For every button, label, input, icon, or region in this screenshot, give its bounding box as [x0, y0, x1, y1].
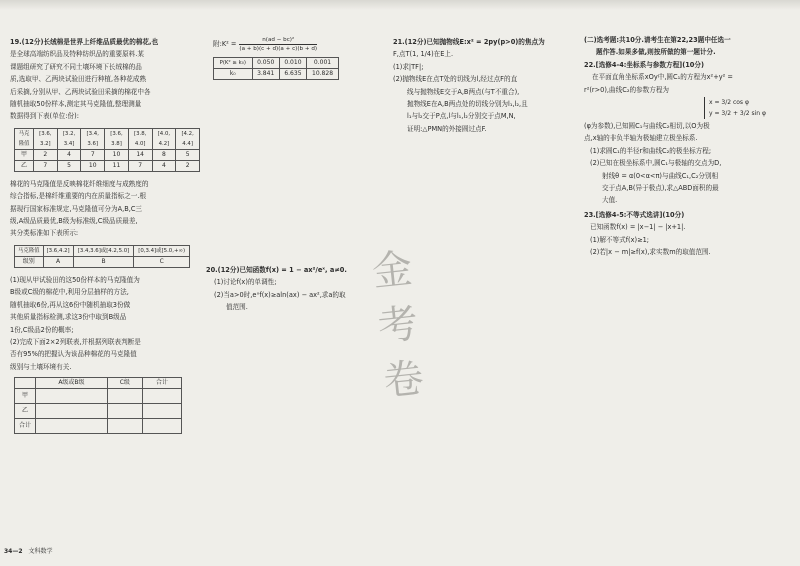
q23-line: (2)若|x − m|≥f(x),求实数m的取值范围.	[590, 248, 711, 257]
q19-mid-line: 据现行国家标准规定,马克隆值可分为A,B,C三	[10, 204, 143, 213]
table-header-cell: [3.8, 4.0]	[128, 128, 152, 149]
q22-line: (φ为参数),已知圆C₁与曲线C₂相切,以O为极	[584, 122, 710, 131]
question-20	[206, 264, 384, 314]
table-cell: 14	[128, 149, 152, 160]
table-cell: 10	[81, 160, 105, 171]
elective-note-2: 题作答.如果多做,则按所做的第一题计分.	[596, 48, 716, 57]
table-header-cell: [0,3.4]或[5.0,+∞)	[134, 245, 190, 256]
empty-cell	[36, 404, 108, 419]
q20-line: (1)讨论f(x)的单调性;	[214, 278, 277, 287]
q19-mid-line: 综合指标,是棉纤维重要的内在质量指标之一.根	[10, 192, 147, 201]
empty-cell	[36, 419, 108, 434]
q19-part2-line: 级别与土壤环境有关.	[10, 362, 72, 371]
table-cell: 10.828	[307, 69, 339, 80]
table-cell: 11	[105, 160, 129, 171]
q19-line: 随机抽取50份样本,测定其马克隆值,整理测量	[10, 100, 142, 109]
table-header-cell: [3.4,3.6]或[4.2,5.0]	[73, 245, 134, 256]
table-header-cell: [4.0, 4.2]	[152, 128, 176, 149]
q21-line: 抛物线E在A,B两点处的切线分别为l₁,l₂,且	[407, 100, 528, 109]
table-row	[15, 404, 182, 419]
page-number: 34—2	[4, 548, 23, 555]
table-cell: C	[134, 256, 190, 267]
q20-header: 20.(12分)已知函数f(x) = 1 − ax²/eˣ, a≠0.	[206, 266, 347, 274]
table-header-cell: [3.6,4.2]	[43, 245, 73, 256]
empty-cell	[142, 389, 181, 404]
q21-line: 线与抛物线E交于A,B两点(与T不重合),	[407, 87, 520, 96]
q22-header: 22.[选修4-4:坐标系与参数方程](10分)	[584, 60, 704, 69]
q19-line: 质,选取甲、乙两块试验田进行种植,各种花成熟	[10, 75, 147, 84]
q21-line: (2)抛物线E在点T处的切线为l,经过点F的直	[393, 75, 518, 84]
q19-part1-line: B级或C级的棉花中,利用分层抽样的方法,	[10, 288, 129, 297]
table-header-cell: [3.4, 3.6]	[81, 128, 105, 149]
table-header-cell: 合计	[142, 378, 181, 389]
critical-value-table	[213, 57, 339, 80]
table-row	[214, 58, 339, 69]
table-cell: 4	[152, 160, 176, 171]
q22-line: (1)求圆C₁的半径r和曲线C₂的极坐标方程;	[590, 146, 712, 155]
q20-line: 值范围.	[226, 303, 248, 312]
table-cell: 乙	[15, 404, 36, 419]
table-cell: 甲	[15, 149, 34, 160]
table-cell: 2	[33, 149, 57, 160]
table-cell: A	[43, 256, 73, 267]
q19-mid-line: 级,A级品质最优,B级为标准级,C级品质最差,	[10, 217, 138, 226]
table-cell: 7	[81, 149, 105, 160]
param-y: y = 3/2 + 3/2 sin φ	[709, 110, 766, 118]
table-cell: 甲	[15, 389, 36, 404]
q23-line: (1)解不等式f(x)≥1;	[590, 235, 650, 244]
table-cell: k₀	[214, 69, 253, 80]
q19-part2-line: 否有95%的把握认为该品种棉花的马克隆值	[10, 350, 137, 359]
table-row	[15, 160, 200, 171]
table-cell: 5	[57, 160, 81, 171]
q19-part1-line: 1份,C级品2份的概率;	[10, 325, 74, 334]
empty-cell	[142, 404, 181, 419]
table-header-cell: [3.6, 3.8]	[105, 128, 129, 149]
param-x: x = 3/2 cos φ	[709, 99, 749, 107]
table-header-cell: [3.6, 3.2]	[33, 128, 57, 149]
q19-part2-line: (2)完成下面2×2列联表,并根据列联表判断是	[10, 337, 141, 346]
question-19	[10, 36, 203, 434]
page-fold-shadow	[0, 0, 800, 10]
table-header-cell: [3.2, 3.4]	[57, 128, 81, 149]
question-21	[393, 36, 573, 135]
q19-part1-line: (1)现从甲试验田的这50份样本的马克隆值为	[10, 275, 140, 284]
q19-line: 后采摘,分别从甲、乙两块试验田采摘的棉花中各	[10, 87, 151, 96]
page-footer	[4, 546, 52, 555]
q22-line: 交于点A,B(异于极点),求△ABD面积的最	[602, 184, 719, 193]
q21-line: F,点T(1, 1/4)在E上.	[393, 50, 454, 59]
q22-line: 大值.	[602, 196, 618, 205]
table-cell: 0.050	[252, 58, 279, 69]
table-cell: 0.001	[307, 58, 339, 69]
table-row	[15, 256, 190, 267]
table-header-cell: 马克隆值	[15, 128, 34, 149]
formula-numerator: n(ad − bc)²	[239, 36, 317, 45]
table-cell: 8	[152, 149, 176, 160]
table-row	[15, 389, 182, 404]
table-row	[15, 149, 200, 160]
table-cell: 4	[57, 149, 81, 160]
table-header-cell: C级	[107, 378, 142, 389]
watermark-stamp: 金考卷	[369, 245, 427, 406]
table-cell: 5	[176, 149, 200, 160]
q22-line: 在平面直角坐标系xOy中,圆C₁的方程为x²+y² =	[592, 73, 733, 82]
table-header-cell	[15, 378, 36, 389]
empty-cell	[107, 404, 142, 419]
table-cell: 7	[128, 160, 152, 171]
formula-denominator: (a + b)(c + d)(a + c)(b + d)	[239, 46, 318, 52]
table-cell: 乙	[15, 160, 34, 171]
grade-standard-table	[14, 245, 190, 268]
q22-line: 射线θ = α(0<α<π)与曲线C₁,C₂分别相	[602, 171, 719, 180]
empty-cell	[107, 389, 142, 404]
q19-part1-line: 其他质量指标检测,求这3份中取到B级品	[10, 313, 127, 322]
table-cell: 2	[176, 160, 200, 171]
cotton-sample-table	[14, 128, 200, 172]
formula-lead: 附:K² =	[213, 40, 237, 49]
q19-line: 数据得到下表(单位:份):	[10, 112, 79, 121]
table-cell: P(K² ≥ k₀)	[214, 58, 253, 69]
empty-cell	[36, 389, 108, 404]
elective-note: (二)选考题:共10分.请考生在第22,23题中任选一	[584, 36, 731, 44]
contingency-table	[14, 377, 182, 434]
q20-line: (2)当a>0时,eˣf(x)≥aln(ax) − ax²,求a的取	[214, 290, 346, 299]
subject-label: 文科数学	[28, 548, 53, 555]
table-cell: 级别	[15, 256, 44, 267]
q19-mid-line: 其分类标准如下表所示:	[10, 229, 79, 238]
q21-line: l₁与l₂交于P点,l与l₁,l₂分别交于点M,N,	[407, 112, 516, 121]
q23-line: 已知函数f(x) = |x−1| − |x+1|.	[590, 223, 686, 232]
table-cell: 7	[33, 160, 57, 171]
k-squared-formula	[213, 36, 353, 80]
q21-line: 证明:△PMN的外接圆过点F.	[407, 124, 487, 133]
table-cell: 3.841	[252, 69, 279, 80]
q19-header: 19.(12分)长绒棉是世界上纤维品质最优的棉花,也	[10, 38, 159, 46]
table-cell: B	[73, 256, 134, 267]
q19-mid-line: 棉花的马克隆值是反映棉花纤维细度与成熟度的	[10, 179, 149, 188]
table-header-cell: 马克隆值	[15, 245, 44, 256]
q19-line: 是全球高端纺织品及特种纺织品的重要原料.某	[10, 50, 144, 59]
empty-cell	[107, 419, 142, 434]
q23-header: 23.[选修4-5:不等式选讲](10分)	[584, 210, 685, 219]
parametric-equations	[704, 97, 784, 119]
elective-section	[584, 34, 784, 259]
q19-part1-line: 随机抽取6份,再从这6份中随机抽取3份做	[10, 300, 131, 309]
table-cell: 6.635	[279, 69, 306, 80]
q22-line: (2)已知在极坐标系中,圆C₁与极轴的交点为D,	[590, 159, 722, 168]
table-cell: 0.010	[279, 58, 306, 69]
table-header-cell: A级或B级	[36, 378, 108, 389]
table-cell: 合计	[15, 419, 36, 434]
table-header-cell: [4.2, 4.4]	[176, 128, 200, 149]
empty-cell	[142, 419, 181, 434]
table-row	[214, 69, 339, 80]
table-row	[15, 419, 182, 434]
q21-header: 21.(12分)已知抛物线E:x² = 2py(p>0)的焦点为	[393, 38, 545, 46]
table-cell: 10	[105, 149, 129, 160]
q21-line: (1)求|TF|;	[393, 62, 424, 71]
q19-line: 课题组研究了研究不同土壤环境下长绒棉的品	[10, 62, 142, 71]
q22-line: r²(r>0),曲线C₂的参数方程为	[584, 85, 670, 94]
q22-line: 点,x轴的非负半轴为极轴建立极坐标系.	[584, 134, 698, 143]
